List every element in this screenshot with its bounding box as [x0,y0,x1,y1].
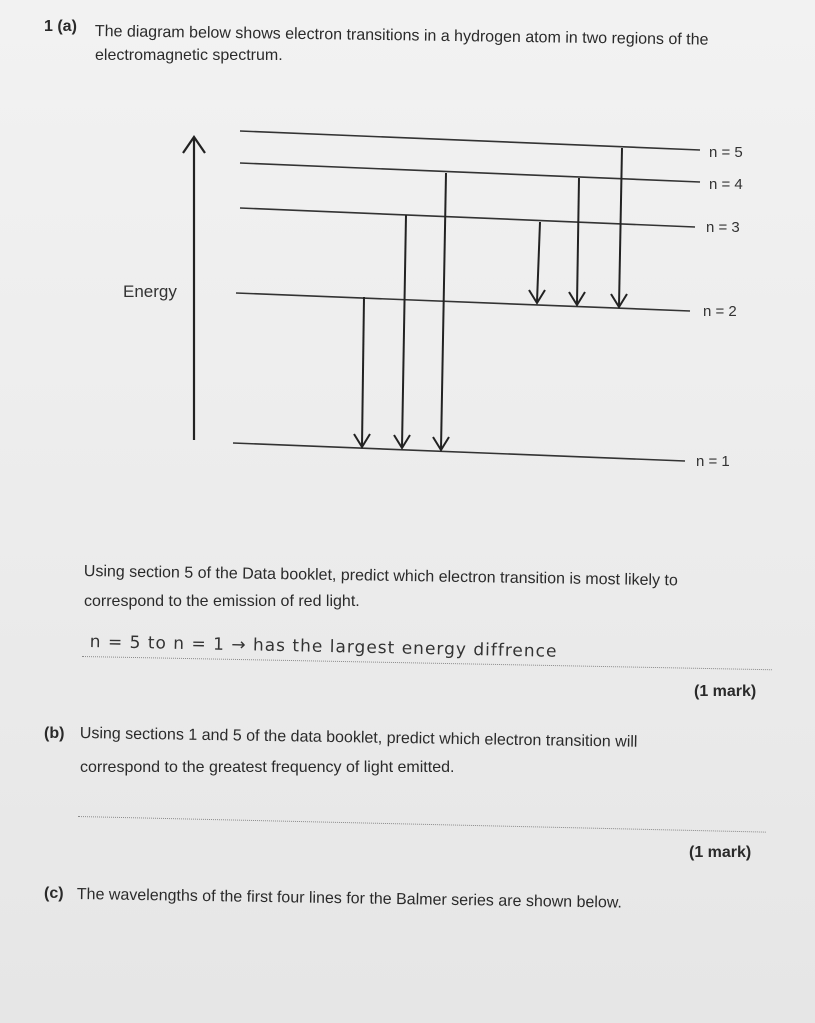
transition-n4-n2 [577,178,579,304]
transition-n2-n1 [362,297,364,446]
part-b-prompt-line2: correspond to the greatest frequency of light emitted. [80,759,455,776]
transition-n5-n2 [619,148,622,306]
level-line-n1 [233,443,685,461]
part-b-prompt-line1: Using sections 1 and 5 of the data booklet, predict which electron transition will [79,724,638,751]
handwritten-answer: n = 5 to n = 1 → has the largest energy diffrence [89,632,558,662]
part-c-label: (c) [44,885,64,902]
level-label-n1: n = 1 [696,453,730,470]
level-label-n3: n = 3 [706,219,740,236]
level-line-n5 [240,163,700,182]
level-line-n4 [240,208,695,227]
level-label-n2: n = 2 [703,303,737,320]
transition-n4-n1 [441,173,446,449]
question-intro-line1: The diagram below shows electron transitions in a hydrogen atom in two regions of the [94,22,709,49]
part-c-prompt: The wavelengths of the first four lines for the Balmer series are shown below. [76,885,623,912]
part-a-marks: (1 mark) [694,683,757,700]
level-label-n4: n = 4 [709,176,743,193]
question-intro-line2: electromagnetic spectrum. [95,47,283,64]
part-a-prompt-line1: Using section 5 of the Data booklet, predict which electron transition is most likely to [83,562,678,590]
energy-axis-label: Energy [123,282,177,301]
part-a-prompt-line2: correspond to the emission of red light. [84,593,360,610]
transition-n3-n2 [537,222,540,302]
part-b-label: (b) [44,725,65,742]
transition-n3-n1 [402,215,406,447]
part-b-marks: (1 mark) [689,844,752,861]
level-label-n5: n = 5 [709,144,743,161]
top-level-line [240,131,700,150]
question-number: 1 (a) [44,18,77,35]
